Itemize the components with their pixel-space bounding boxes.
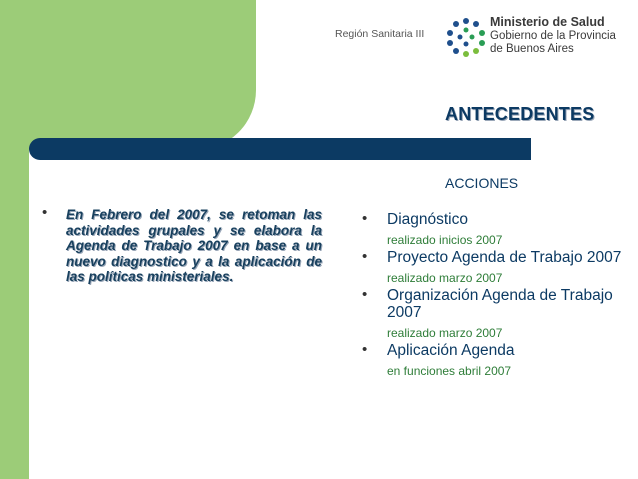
action-status: realizado inicios 2007 (387, 233, 503, 247)
ministry-line-3: de Buenos Aires (490, 43, 574, 55)
action-title: Organización Agenda de Trabajo 2007 (387, 287, 613, 321)
action-status: en funciones abril 2007 (387, 364, 512, 378)
ministry-line-1: Ministerio de Salud (490, 15, 605, 29)
bullet-icon: • (42, 204, 48, 221)
action-title: Proyecto Agenda de Trabajo 2007 (387, 249, 622, 266)
navy-divider-band (29, 138, 531, 160)
region-label: Región Sanitaria III (335, 28, 425, 40)
list-item (362, 249, 632, 285)
actions-list (362, 211, 632, 380)
dots-circle-logo-icon (446, 17, 486, 57)
bullet-icon: • (362, 286, 368, 303)
page-title: ANTECEDENTES (445, 104, 595, 124)
action-title: Diagnóstico (387, 211, 468, 228)
left-bullet-text: En Febrero del 2007, se retoman las actividades grupales y se elabora la Agenda de Trabajo 2007 en base a un nuevo diagnostico y a la aplicación de las políticas ministeriales. (66, 207, 322, 284)
bullet-icon: • (362, 210, 368, 227)
bullet-icon: • (362, 248, 368, 265)
left-green-bar (0, 0, 29, 479)
list-item (362, 342, 632, 378)
list-item (362, 211, 632, 247)
ministry-name (490, 16, 616, 57)
action-status: realizado marzo 2007 (387, 326, 503, 340)
bullet-icon: • (362, 341, 368, 358)
list-item (362, 287, 632, 340)
ministry-line-2: Gobierno de la Provincia (490, 29, 616, 42)
action-title: Aplicación Agenda (387, 342, 515, 359)
top-green-block (29, 0, 256, 150)
acciones-heading: ACCIONES (445, 175, 519, 191)
action-status: realizado marzo 2007 (387, 271, 503, 285)
